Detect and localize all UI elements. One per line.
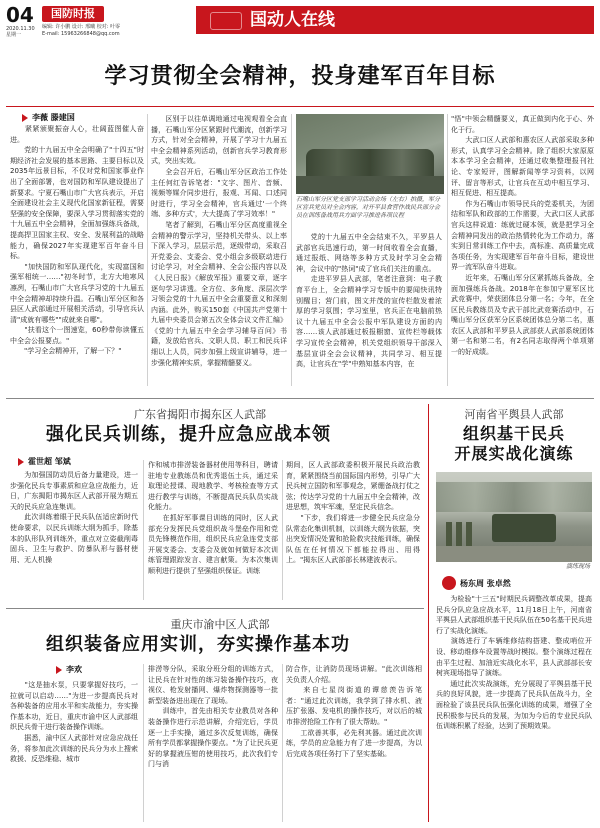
article3-photo: [436, 472, 592, 562]
article3-kicker: 河南省平舆县人武部: [464, 408, 564, 421]
byline-marker-icon: [22, 114, 28, 122]
article1-photo-caption: 石嘴山军分区党支部学习活动会场（左右）拍摄，军分区官兵党员对全会内容，对开平县食营作战民兵部分会员在训练备战用兵方面学习推进各项议程: [296, 196, 441, 219]
article1-top-rule: [6, 106, 594, 107]
article3-body: 为检验"十三五"时期民兵调整改革成果，提高民兵分队应急应战水平，11月18日上午，河南省平舆县人武部组织基干民兵队伍在50名基干民兵进行了实战化演练。 演练进行了车辆维修结构搭建、整成哨位开设、移动维修车设置等战时模拟。整个演练过程在由平生过程、加油近实战化水平，县人武部部长安树宾现场指导了演练。 通过此次实战演练，充分展现了平舆县基干民兵的良好风貌，进一步提高了民兵队伍战斗力，全面检验了该县民兵队伍强化训练的成果，增强了全民积极参与民兵的发展，为加为今后的专业民兵队伍训练积累了经验，达到了预期效果。: [436, 595, 592, 731]
section-banner-ornament: [210, 12, 242, 30]
article3-headline-line2: 开展实战化演练: [454, 444, 574, 463]
column-divider: [282, 460, 283, 600]
article2-byline: [18, 456, 71, 467]
article4-author: 李欢: [66, 665, 82, 674]
article1-col2: 区别于以往单调地通过电视观看全会直播，石嘴山军分区紧跟时代潮流，创新学习方式，针对全会精神，开展了学习十九届五中全会精神系列活动，创新官兵学习教育形式，突出实效。 全会召开后，石嘴山军分区政治工作处主任何红告诉笔者："文字、图片、音频、视频等媒介同步进行，报观、耳闻、口述同时进行，学习全会精神，官兵通过'一个终端、多种方式'，大大提高了学习效率！" 笔者了解到，石嘴山军分区高度重视全会精神的警示学习，坚持机关带头、以上率下深入学习，层层示范，逐级带动，采取召开党委会、支委会、党小组会多级联动进行讨论学习，对全会精神、全会公报内容以及《人民日报》《解放军报》重要文章，逐字逐句学习讲透。全方位、多角度、深层次学习领会党的十九届五中全会重要意义和深刻内涵。此外，购买150套《中国共产党第十九届中央委员会第五次全体会议文件汇编》《党的十九届五中全会学习辅导百问》书籍，发放给官兵、文职人员、职工和民兵详细以上人员，同步加强上级宣讲辅导，进一步强化精神实质，掌握精髓要义。: [151, 115, 287, 367]
photo-people: [306, 149, 434, 179]
photo-ground: [436, 546, 592, 562]
photo-soldiers: [446, 522, 486, 548]
article1-photo: [296, 114, 444, 194]
photo-truck: [492, 514, 556, 542]
article3-photo-caption: 演练现场: [565, 563, 590, 570]
byline-marker-icon: [56, 666, 62, 674]
article3-byline: [442, 576, 511, 590]
masthead-editors: 编辑: 许小鹏 设计: 邢曦 校对: 叶零: [42, 24, 121, 30]
column-divider: [143, 664, 144, 822]
article1-col1: 紧紧颁聚振奋人心，壮阔蓝图催人奋进。 党的十九届五中全会明确了"十四五"时期经济社会发展的基本思路、主要目标以及2035年远景目标，不仅对党和国家事业作出了全面部署，也对国防和军队建设提出了新要求。宁夏石嘴山市广大官兵表示，开启全面建设社会主义现代化国家新征程，需要坚强的安全保障，要深入学习贯彻落实党的十九届五中全会精神，全面加强练兵备战，提高捍卫国家主权、安全、发展利益的战略能力，确保2027年实现建军百年奋斗目标。 "加快国防和军队现代化，实现富国和强军相统一……"初冬时节，北方大地寒风凛冽，石嘴山市广大官兵学习党的十九届五中全会精神却持续升温。石嘴山军分区和各县区人武部通过开展相关活动，引导官兵认清"成就有哪些""成就来自哪"。 "扶看这个一图速览，60秒带你读懂五中全会公报要点。" "学习全会精神开，了解一下？": [10, 125, 144, 356]
column-divider: [147, 114, 148, 386]
article2-col3: 期间，区人武部政委积极开展民兵政治教育，紧紧围绕当前国际国内形势，引导广大民兵树立国防和军事观念，紧绷备战打仗之弦；传达学习党的十九届五中全会精神，改进思想，筑牢军魂，坚定民兵信念。 "下步，我们将进一步健全民兵应急分队常态化集训机制，以训练大纲为依据，突出突发情况处置和抢险救灾技能训练，确保队伍在任何情况下都能拉得出、用得上。"揭东区人武部部长林建波表示。: [286, 461, 420, 565]
article-separator: [6, 608, 424, 609]
column-divider: [282, 664, 283, 822]
article4-col1: "这是抽水泵，只要掌握好技巧，一拉就可以启动……"为进一步提高民兵对各种装备的应用水平和实战能力，夯实操作基本功，近日，重庆市渝中区人武部组织民兵骨干进行装备操作训练。 据悉，渝中区人武部针对应急应战任务，将参加此次训练的民兵分为水上搜索救援、反恐维稳、城市: [10, 681, 138, 764]
article2-kicker: 广东省揭阳市揭东区人武部: [134, 408, 266, 421]
column-divider: [143, 460, 144, 600]
byline-marker-icon: [442, 576, 456, 590]
byline-marker-icon: [18, 458, 24, 466]
paper-logo: 国防时报: [42, 6, 104, 22]
masthead-email: E-mail: 15963266848@qq.com: [42, 31, 120, 37]
article3-author: 杨东周 张卓然: [460, 578, 511, 588]
page-number: 04: [6, 3, 34, 27]
issue-date: 2020.11.30: [6, 26, 35, 32]
article1-col3: 党的十九届五中全会结束不久，平罗县人武部官兵迅速行动，第一时间收看全会直播，通过报纸、网络等多种方式及时学习全会精神，会议中的"热词"成了官兵们关注的重点。 走进平罗县人武部，笔者注意到：电子教育平台上，全会精神学习专版中的要闻快讯特别醒目；营门前，图文并茂的宣传栏散发着浓厚的学习氛围；学习室里，官兵正在电脑前热议十九届五中全会公报中军队建设方面的内容……该人武部通过板报橱窗、宣传栏等载体学习宣传全会精神，机关党组织领导干部深入基层宣讲全会会议精神，共同学习、相互提高，让官兵在"学"中熟知基本内容，在: [296, 233, 442, 369]
article2-col1: 为加强国防动员后备力量建设，进一步强化民兵专事素质和应急应战能力，近日，广东揭阳市揭东区人武部开展为期五天的民兵应急连集训。 此次训练着眼于民兵队伍适应新时代使命要求，以民兵训练大纲为抓手，除基本的队形队列训练外，重点对立姿截削毒固兵、卫生与救护、防暴队形与器材使用、无人机操: [10, 471, 138, 564]
article1-headline: 学习贯彻全会精神，投身建军百年目标: [104, 63, 496, 89]
article1-col4: "悟"中领会精髓要义，真正做到内化于心、外化于行。 大武口区人武部和惠农区人武部采取多种形式，认真学习全会精神。除了组织大家原原本本学习全会精神，还通过收集整理报刊社论、专家短评，图解新闻等学习资料，以网评、留言等形式，让官兵在互动中相互学习、相互促进、相互提高。 作为石嘴山市领导民兵的党委机关，为团结和军队和政部的工作需要，大武口区人武部官兵这样说道：练就过硬本领，就是把学习全会精神同发出的政治热情转化为工作动力，落实到日常训练工作中去，高标准、高质量完成各项任务，为实现建军百年奋斗目标，建设世界一流军队奋斗进取。 近年来，石嘴山军分区紧抓练兵备战，全面加强练兵备战。2018年在参加宁夏军区比武竞赛中，荣获团体总分第一名；今年，在全区民兵教练员及专武干部比武竞赛活动中，石嘴山军分区获军分区系统团体总分第二名，惠农区人武部和平罗县人武部获人武部系统团体第一名和第二名，有2名同志取得两个单项第一的好成绩。: [451, 115, 594, 357]
article2-headline: 强化民兵训练，提升应急应战本领: [46, 424, 331, 445]
article1-author: 李薇 滕建国: [32, 113, 75, 122]
article4-headline: 组织装备应用实训，夯实操作基本功: [46, 634, 350, 655]
column-divider: [447, 114, 448, 386]
column-divider: [291, 114, 292, 386]
photo-table: [296, 176, 444, 194]
article2-author: 霍世超 邹斌: [28, 457, 71, 466]
article4-kicker: 重庆市渝中区人武部: [170, 618, 270, 631]
article2-col2: 作和城市排涝装备器材使用等科目，聘请驻地专业教练员和优秀退伍士兵，通过采取理论授课、现地教学、考核检查等方式进行教学与训练，不断提高民兵队员实战化能力。 在抓好军事课目训练的同时，区人武部充分发挥民兵党组织战斗堡垒作用和党员先锋模范作用，组织民兵应急连党支部开展支委会、支委会及就如何做好本次训练管理跟踪发言、建言献策。为本次集训顺利进行提供了坚强组织保证。训练: [148, 461, 278, 575]
article-separator: [6, 398, 594, 399]
article3-headline-line1: 组织基干民兵: [462, 424, 565, 443]
issue-weekday: 星期一: [6, 32, 22, 38]
section-title: 国动人在线: [250, 10, 335, 30]
article4-col2: 排涝等分队，采取分班分组的训练方式，让民兵在针对性的练习装备操作技巧，夜视仪、枪发射播网、爆炸物探测器等一批新型装备进出现在了现场。 训练中，首先由相关专业教员对各种装备操作进行示范讲解，介绍完后，学员逐一上手实操，通过多次反复训练，确保所有学员都掌握操作要点。"为了让民兵更好的掌握液压钳的使用技巧，此次我们专门与消: [148, 665, 278, 769]
article4-col3: 防合作，让消防员现场讲解。"此次训练相关负责人介绍。 来自七星岗街道的谭慈羡告诉笔者："通过此次训练，我学到了排水机、液压扩张器、发电机的操作技巧，对以后的城市排涝抢险工作有了很大帮助。" 工欲善其事，必先利其器。通过此次训练，学员的应急能力有了进一步提高，为以后完成各项任务打下了坚实基础。: [286, 665, 422, 758]
photo-trees: [436, 482, 592, 512]
article1-byline: [22, 112, 75, 123]
column-divider: [428, 404, 429, 822]
article4-byline: [56, 664, 82, 675]
